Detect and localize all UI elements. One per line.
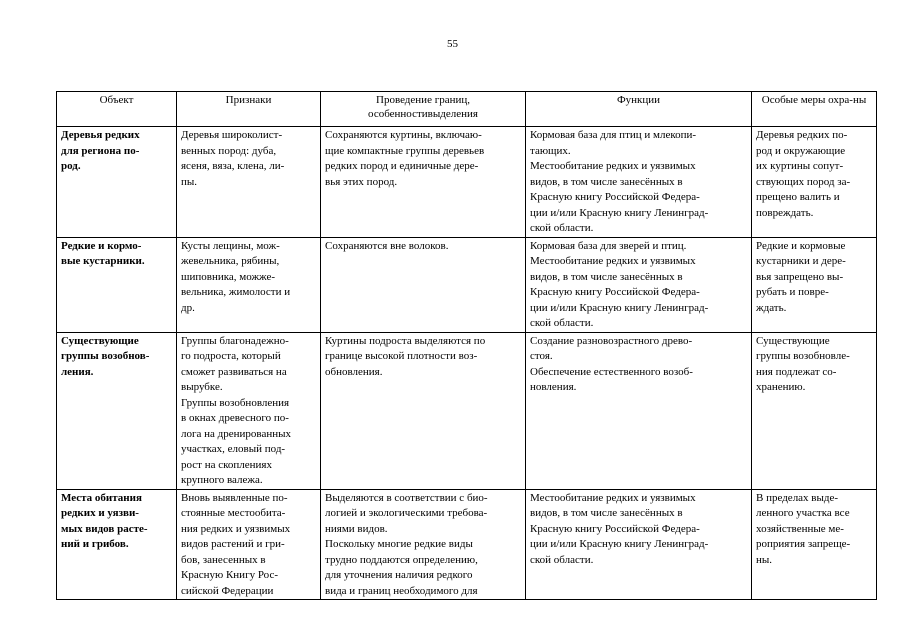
cell-line: бов, занесенных в: [181, 553, 266, 566]
cell-measures: [752, 332, 877, 489]
header-boundaries: [321, 92, 526, 127]
cell-line: Обеспечение естественного возоб-: [530, 365, 693, 378]
cell-line: Красную книгу Российской Федера-: [530, 191, 700, 203]
header-line: Функции: [616, 94, 661, 106]
cell-line: Кусты лещины, мож-: [181, 239, 280, 252]
cell-object: [57, 127, 177, 238]
cell-line: видов растений и гри-: [181, 538, 285, 550]
header-line: Особые меры охра-: [761, 94, 853, 106]
cell-line: Местообитание редких и уязвимых: [530, 255, 696, 267]
cell-boundaries: [321, 332, 526, 489]
cell-line: логией и экологическими требова-: [325, 507, 488, 519]
cell-line: Существующие: [756, 334, 830, 347]
cell-line: стоя.: [530, 350, 553, 362]
cell-line: вырубке.: [181, 381, 223, 393]
cell-boundaries: [321, 237, 526, 332]
cell-line: редких пород и единичные дере-: [325, 160, 479, 172]
cell-line: венных пород: дуба,: [181, 144, 277, 157]
cell-line: Создание разновозрастного древо-: [530, 334, 693, 347]
cell-line: др.: [181, 301, 195, 314]
cell-line: ниями видов.: [325, 522, 388, 535]
cell-line: мых видов расте-: [61, 522, 148, 535]
cell-line: редких и уязви-: [61, 507, 139, 519]
cell-line: Существующие: [61, 334, 139, 347]
cell-line: Места обитания: [61, 491, 142, 504]
cell-line: участках, еловый под-: [181, 443, 286, 455]
cell-functions: [526, 332, 752, 489]
cell-line: тающих.: [530, 144, 571, 157]
cell-measures: [752, 127, 877, 238]
cell-line: для уточнения наличия редкого: [325, 569, 473, 581]
cell-line: В пределах выде-: [756, 491, 839, 504]
cell-line: Местообитание редких и уязвимых: [530, 491, 696, 504]
cell-line: Красную Книгу Рос-: [181, 569, 278, 581]
cell-line: вида и границ необходимого для: [325, 584, 478, 597]
cell-line: Куртины подроста выделяются по: [325, 334, 486, 347]
header-functions: [526, 92, 752, 127]
cell-line: их куртины сопут-: [756, 160, 844, 172]
cell-line: ждать.: [756, 301, 787, 314]
cell-line: ясеня, вяза, клена, ли-: [181, 160, 285, 172]
cell-line: жевельника, рябины,: [181, 255, 280, 267]
cell-measures: [752, 489, 877, 600]
cell-line: ской области.: [530, 553, 594, 566]
cell-line: го подроста, который: [181, 350, 281, 362]
cell-line: границе высокой плотности воз-: [325, 350, 478, 362]
cell-line: ний и грибов.: [61, 538, 129, 550]
cell-line: ции и/или Красную книгу Ленинград-: [530, 538, 709, 550]
cell-line: Редкие и кормо-: [61, 239, 142, 252]
cell-line: Деревья широколист-: [181, 129, 283, 141]
cell-line: новления.: [530, 381, 577, 393]
cell-line: хранению.: [756, 381, 806, 393]
cell-line: ской области.: [530, 222, 594, 234]
cell-object: [57, 332, 177, 489]
cell-line: вельника, жимолости и: [181, 286, 291, 298]
cell-line: кустарники и дере-: [756, 255, 846, 267]
page-number: 55: [447, 38, 458, 50]
cell-functions: [526, 127, 752, 238]
cell-line: группы возобновле-: [756, 350, 850, 362]
cell-line: в окнах древесного по-: [181, 412, 289, 424]
table-row: [57, 127, 877, 238]
cell-line: стоянные местообита-: [181, 507, 286, 519]
cell-line: Группы возобновления: [181, 396, 290, 409]
table-body: [57, 127, 877, 600]
cell-line: сможет развиваться на: [181, 365, 287, 378]
cell-line: ции и/или Красную книгу Ленинград-: [530, 206, 709, 219]
cell-line: Деревья редких по-: [756, 129, 848, 141]
cell-line: прещено валить и: [756, 191, 840, 203]
cell-line: лога на дренированных: [181, 427, 291, 440]
cell-boundaries: [321, 127, 526, 238]
header-signs: [177, 92, 321, 127]
cell-line: видов, в том числе занесённых в: [530, 270, 683, 283]
cell-signs: [177, 489, 321, 600]
cell-line: видов, в том числе занесённых в: [530, 175, 683, 188]
cell-line: рубать и повре-: [756, 286, 829, 298]
cell-line: Поскольку многие редкие виды: [325, 538, 473, 550]
cell-line: вья запрещено вы-: [756, 270, 844, 283]
cell-object: [57, 489, 177, 600]
cell-line: крупного валежа.: [181, 474, 263, 486]
document-table: [56, 91, 877, 600]
cell-measures: [752, 237, 877, 332]
cell-line: Вновь выявленные по-: [181, 491, 288, 504]
header-line: Проведение границ, особенности: [368, 94, 470, 120]
cell-line: Сохраняются куртины, включаю-: [325, 129, 482, 141]
table-header-row: [57, 92, 877, 127]
cell-functions: [526, 237, 752, 332]
cell-line: вые кустарники.: [61, 255, 145, 267]
table-row: [57, 489, 877, 600]
cell-line: для региона по-: [61, 144, 140, 157]
cell-object: [57, 237, 177, 332]
cell-boundaries: [321, 489, 526, 600]
cell-line: Местообитание редких и уязвимых: [530, 160, 696, 172]
table-row: [57, 237, 877, 332]
cell-line: пы.: [181, 175, 198, 188]
header-line: Объект: [99, 94, 134, 106]
cell-line: обновления.: [325, 365, 383, 378]
cell-line: Редкие и кормовые: [756, 239, 846, 252]
cell-signs: [177, 332, 321, 489]
header-measures: [752, 92, 877, 127]
cell-line: ствующих пород за-: [756, 175, 851, 188]
cell-functions: [526, 489, 752, 600]
cell-line: повреждать.: [756, 206, 814, 219]
cell-line: Кормовая база для зверей и птиц.: [530, 239, 687, 252]
cell-line: ны.: [756, 553, 773, 566]
cell-line: группы возобнов-: [61, 350, 150, 362]
cell-line: ления.: [61, 365, 94, 378]
cell-line: Сохраняются вне волоков.: [325, 239, 449, 252]
cell-line: видов, в том числе занесённых в: [530, 507, 683, 519]
header-line: выделения: [427, 108, 478, 120]
cell-line: ции и/или Красную книгу Ленинград-: [530, 301, 709, 314]
cell-signs: [177, 237, 321, 332]
header-line: Признаки: [225, 94, 272, 106]
cell-line: щие компактные группы деревьев: [325, 144, 485, 157]
cell-line: род.: [61, 160, 81, 172]
cell-line: Группы благонадежно-: [181, 334, 289, 347]
cell-line: ленного участка все: [756, 507, 850, 519]
cell-line: Выделяются в соответствии с био-: [325, 491, 488, 504]
cell-line: Красную книгу Российской Федера-: [530, 286, 700, 298]
cell-signs: [177, 127, 321, 238]
cell-line: вья этих пород.: [325, 175, 398, 188]
cell-line: сийской Федерации: [181, 584, 274, 597]
cell-line: Деревья редких: [61, 129, 140, 141]
cell-line: ской области.: [530, 317, 594, 329]
cell-line: рост на скоплениях: [181, 458, 272, 471]
cell-line: Кормовая база для птиц и млекопи-: [530, 129, 697, 141]
header-object: [57, 92, 177, 127]
header-line: ны: [852, 94, 867, 106]
cell-line: хозяйственные ме-: [756, 522, 844, 535]
cell-line: ния редких и уязвимых: [181, 522, 291, 535]
table-row: [57, 332, 877, 489]
cell-line: род и окружающие: [756, 144, 846, 157]
cell-line: трудно поддаются определению,: [325, 553, 478, 566]
cell-line: ния подлежат со-: [756, 365, 837, 378]
cell-line: роприятия запреще-: [756, 538, 851, 550]
cell-line: шиповника, можже-: [181, 270, 276, 283]
cell-line: Красную книгу Российской Федера-: [530, 522, 700, 535]
